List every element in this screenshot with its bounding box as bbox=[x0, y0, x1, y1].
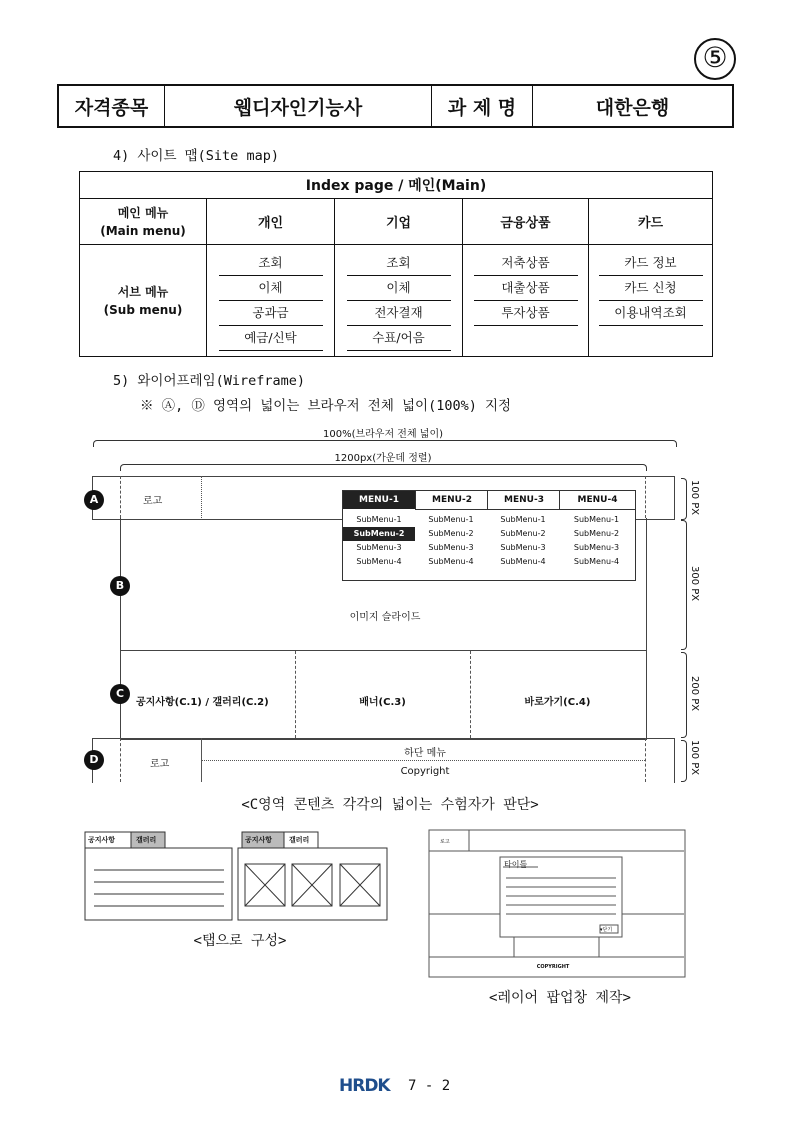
image-slider-label: 이미지 슬라이드 bbox=[349, 612, 421, 623]
submenu-2-1[interactable]: SubMenu-1 bbox=[428, 515, 474, 524]
sub-menu-label-en: (Sub menu) bbox=[103, 302, 183, 317]
page-circle-number: ⑤ bbox=[694, 38, 736, 80]
submenu-3-3[interactable]: SubMenu-3 bbox=[500, 543, 546, 552]
sub-menu-item: 대출상품 bbox=[474, 276, 578, 301]
main-menu-corporate: 기업 bbox=[335, 199, 463, 245]
main-menu-label-ko: 메인 메뉴 bbox=[117, 205, 169, 220]
menu-2[interactable]: MENU-2 bbox=[415, 491, 488, 510]
hrdk-logo: HRDK bbox=[339, 1076, 390, 1096]
sub-menu-label bbox=[80, 245, 207, 357]
sitemap-index-title: Index page / 메인(Main) bbox=[80, 172, 713, 199]
main-menu-label-en: (Main menu) bbox=[100, 223, 186, 238]
full-width-brace bbox=[93, 440, 677, 447]
submenu-4-2[interactable]: SubMenu-2 bbox=[573, 529, 620, 538]
badge-d: D bbox=[84, 750, 104, 770]
height-a-label: 100 PX bbox=[689, 480, 700, 516]
region-d-row-divider bbox=[201, 760, 645, 761]
submenu-1-1[interactable]: SubMenu-1 bbox=[356, 515, 402, 524]
popup-title: 타이틀 bbox=[504, 860, 528, 869]
sub-menu-item: 공과금 bbox=[219, 301, 323, 326]
sitemap-title: 4) 사이트 맵(Site map) bbox=[113, 148, 279, 164]
region-b bbox=[120, 518, 647, 650]
main-menu-products: 금융상품 bbox=[463, 199, 589, 245]
sub-menu-item: 수표/어음 bbox=[347, 326, 451, 351]
main-menu-card: 카드 bbox=[589, 199, 713, 245]
region-a-logo: 로고 bbox=[143, 496, 163, 507]
height-brace-c bbox=[681, 652, 687, 738]
region-d-left-guide bbox=[120, 738, 121, 782]
tab-notice-right[interactable]: 공지사항 bbox=[245, 836, 273, 844]
submenu-3-4[interactable]: SubMenu-4 bbox=[500, 557, 546, 566]
sub-menu-corporate bbox=[335, 245, 463, 357]
banner-label: 배너(C.3) bbox=[359, 697, 406, 708]
sub-menu-item: 카드 신청 bbox=[599, 276, 703, 301]
sitemap-table bbox=[79, 171, 713, 357]
height-d-label: 100 PX bbox=[689, 740, 700, 776]
height-brace-b bbox=[681, 520, 687, 650]
sub-menu-personal bbox=[207, 245, 335, 357]
region-d-right-guide bbox=[645, 738, 646, 782]
badge-c: C bbox=[110, 684, 130, 704]
sub-menu-item-empty bbox=[599, 326, 703, 350]
popup-close-button[interactable]: ▾닫기 bbox=[600, 927, 613, 933]
tabs-example-svg bbox=[84, 830, 394, 922]
submenu-2-4[interactable]: SubMenu-4 bbox=[428, 557, 474, 566]
footer-menu-label: 하단 메뉴 bbox=[404, 748, 446, 759]
height-c-label: 200 PX bbox=[689, 676, 700, 712]
main-menu-label bbox=[80, 199, 207, 245]
submenu-1-2[interactable]: SubMenu-2 bbox=[343, 527, 415, 541]
popup-example-svg bbox=[428, 829, 688, 979]
submenu-4-4[interactable]: SubMenu-4 bbox=[573, 557, 620, 566]
sub-menu-item: 투자상품 bbox=[474, 301, 578, 326]
page-number: 7 - 2 bbox=[408, 1078, 451, 1094]
submenu-3-2[interactable]: SubMenu-2 bbox=[500, 529, 546, 538]
main-menu-personal: 개인 bbox=[207, 199, 335, 245]
c-area-caption: <C영역 콘텐츠 각각의 넓이는 수험자가 판단> bbox=[241, 797, 539, 813]
region-a-left-guide bbox=[120, 476, 121, 518]
sub-menu-item: 이용내역조회 bbox=[599, 301, 703, 326]
menu-3[interactable]: MENU-3 bbox=[487, 491, 560, 510]
submenu-2-3[interactable]: SubMenu-3 bbox=[428, 543, 474, 552]
sub-menu-item: 조회 bbox=[347, 251, 451, 276]
region-a-right-guide bbox=[645, 476, 646, 518]
copyright-label: Copyright bbox=[400, 766, 450, 777]
tab-gallery-right[interactable]: 갤러리 bbox=[289, 836, 310, 844]
header-value-category: 웹디자인기능사 bbox=[165, 85, 432, 127]
popup-example-copyright: COPYRIGHT bbox=[536, 964, 570, 970]
sub-menu-card bbox=[589, 245, 713, 357]
height-brace-a bbox=[681, 478, 687, 520]
submenu-2-2[interactable]: SubMenu-2 bbox=[428, 529, 474, 538]
sub-menu-item: 조회 bbox=[219, 251, 323, 276]
center-width-brace bbox=[120, 464, 647, 471]
sub-menu-item: 카드 정보 bbox=[599, 251, 703, 276]
sub-menu-item-empty bbox=[474, 326, 578, 350]
header-label-title: 과 제 명 bbox=[432, 85, 533, 127]
sub-menu-item: 이체 bbox=[347, 276, 451, 301]
shortcut-label: 바로가기(C.4) bbox=[524, 697, 591, 708]
submenu-4-1[interactable]: SubMenu-1 bbox=[573, 515, 620, 524]
sub-menu-item: 이체 bbox=[219, 276, 323, 301]
menu-1[interactable]: MENU-1 bbox=[343, 491, 415, 509]
sub-menu-item: 예금/신탁 bbox=[219, 326, 323, 351]
sub-menu-products bbox=[463, 245, 589, 357]
header-label-category: 자격종목 bbox=[58, 85, 165, 127]
tabs-caption: <탭으로 구성> bbox=[193, 933, 287, 949]
menu-4[interactable]: MENU-4 bbox=[559, 491, 635, 510]
sub-menu-item: 저축상품 bbox=[474, 251, 578, 276]
region-a-logo-divider bbox=[201, 476, 202, 518]
submenu-1-4[interactable]: SubMenu-4 bbox=[356, 557, 402, 566]
header-value-title: 대한은행 bbox=[533, 85, 734, 127]
popup-example-logo: 로고 bbox=[440, 839, 450, 845]
badge-a: A bbox=[84, 490, 104, 510]
tab-gallery-left[interactable]: 갤러리 bbox=[136, 836, 157, 844]
tab-notice-left[interactable]: 공지사항 bbox=[88, 836, 116, 844]
notice-gallery-label: 공지사항(C.1) / 갤러리(C.2) bbox=[136, 697, 269, 708]
center-width-label: 1200px(가운데 정렬) bbox=[334, 453, 432, 464]
sub-menu-item: 전자결재 bbox=[347, 301, 451, 326]
wireframe-title: 5) 와이어프레임(Wireframe) bbox=[113, 373, 306, 389]
submenu-4-3[interactable]: SubMenu-3 bbox=[573, 543, 620, 552]
submenu-3-1[interactable]: SubMenu-1 bbox=[500, 515, 546, 524]
popup-caption: <레이어 팝업창 제작> bbox=[489, 990, 631, 1006]
height-b-label: 300 PX bbox=[689, 566, 700, 602]
wireframe-note: ※ Ⓐ, Ⓓ 영역의 넓이는 브라우저 전체 넓이(100%) 지정 bbox=[140, 398, 512, 414]
header-table bbox=[57, 84, 734, 128]
height-brace-d bbox=[681, 740, 687, 782]
region-d-logo: 로고 bbox=[150, 759, 170, 770]
submenu-1-3[interactable]: SubMenu-3 bbox=[356, 543, 402, 552]
sub-menu-label-ko: 서브 메뉴 bbox=[117, 284, 169, 299]
badge-b: B bbox=[110, 576, 130, 596]
full-width-label: 100%(브라우저 전체 넓이) bbox=[322, 429, 444, 440]
